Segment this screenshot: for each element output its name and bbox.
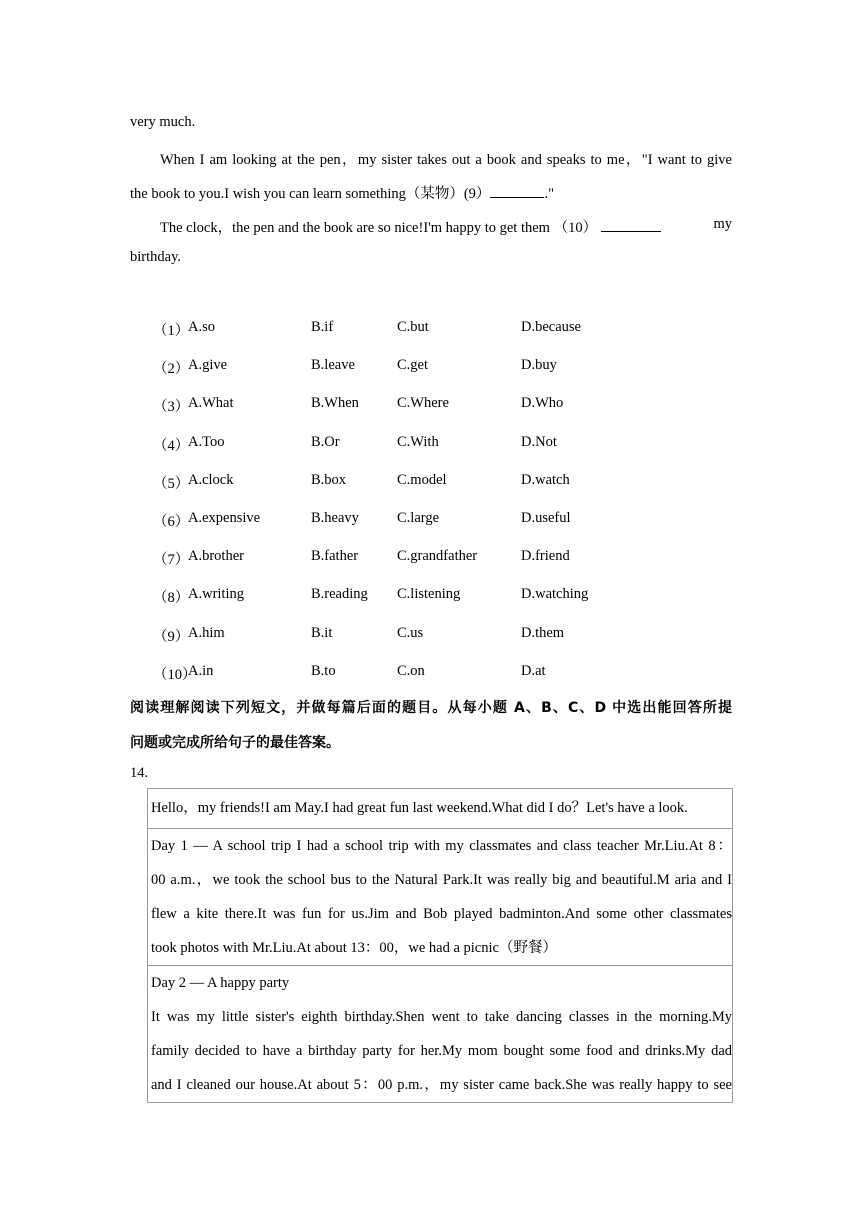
option-c: C.With <box>397 433 439 450</box>
option-d: D.buy <box>521 357 557 374</box>
answer-blank-9 <box>490 183 544 198</box>
passage-line-3-end: ." <box>544 186 554 202</box>
option-row <box>0 510 860 530</box>
option-b: B.leave <box>311 357 355 374</box>
option-d: D.at <box>521 662 546 679</box>
option-number: （1） <box>153 323 190 339</box>
option-row <box>0 434 860 454</box>
option-a: A.expensive <box>188 510 261 526</box>
option-number: （8） <box>153 590 190 607</box>
table-cell-day2 <box>148 966 733 1103</box>
option-c: C.Where <box>397 395 449 412</box>
option-d: D.them <box>521 624 565 641</box>
option-c: C.grandfather <box>397 548 478 565</box>
option-d: D.because <box>521 319 581 335</box>
answer-blank-10 <box>601 217 661 232</box>
passage-line-4-end: my <box>713 216 732 232</box>
option-a: A.give <box>188 357 228 374</box>
option-a: A.writing <box>188 586 244 603</box>
option-number: （10） <box>153 666 197 683</box>
option-a: A.so <box>188 319 215 335</box>
passage-line-3 <box>130 182 732 203</box>
day2-line-1: Day 2 — A happy party <box>151 975 290 991</box>
option-b: B.to <box>311 662 336 679</box>
section-instruction-line-2: 问题或完成所给句子的最佳答案。 <box>130 735 340 751</box>
passage-line-4-text: The clock，the pen and the book are so nice!I'm happy to get them （10） <box>160 220 598 236</box>
option-row <box>0 472 860 492</box>
table-cell-intro <box>148 789 733 829</box>
question-number: 14. <box>130 765 149 781</box>
option-c: C.us <box>397 624 424 641</box>
table-row-day1 <box>148 829 733 966</box>
option-row <box>0 548 860 568</box>
option-b: B.heavy <box>311 510 359 526</box>
option-c: C.on <box>397 662 425 679</box>
option-b: B.if <box>311 319 334 335</box>
option-row <box>0 625 860 645</box>
option-c: C.model <box>397 471 447 488</box>
option-a: A.him <box>188 624 225 641</box>
option-number: （3） <box>153 399 190 416</box>
reading-table <box>147 788 733 1103</box>
option-row <box>0 319 860 339</box>
intro-text: Hello，my friends!I am May.I had great fun last weekend.What did I do？Let's have a look. <box>151 800 688 816</box>
option-b: B.When <box>311 395 359 412</box>
option-a: A.clock <box>188 471 234 488</box>
day2-line-3: family decided to have a birthday party for her.My mom bought some food and drinks.My dad <box>151 1043 732 1059</box>
passage-line-3-text: the book to you.I wish you can learn something（某物）(9） <box>130 186 491 202</box>
option-row <box>0 357 860 377</box>
table-row-day2 <box>148 966 733 1103</box>
option-d: D.Not <box>521 433 557 450</box>
option-a: A.What <box>188 395 234 412</box>
option-b: B.box <box>311 471 347 488</box>
table-cell-day1 <box>148 829 733 966</box>
table-row-intro <box>148 789 733 829</box>
option-a: A.brother <box>188 548 244 565</box>
passage-line-4 <box>160 216 732 237</box>
option-row <box>0 395 860 415</box>
option-d: D.friend <box>521 548 570 565</box>
option-number: （5） <box>153 475 190 492</box>
option-b: B.reading <box>311 586 368 603</box>
option-b: B.Or <box>311 433 340 450</box>
option-c: C.large <box>397 510 440 526</box>
option-number: （4） <box>153 437 190 454</box>
passage-line-1: very much. <box>130 114 196 130</box>
day2-line-4: and I cleaned our house.At about 5：00 p.m.，my sister came back.She was really happy to see <box>151 1077 732 1093</box>
day2-line-2: It was my little sister's eighth birthday.Shen went to take dancing classes in the morning.My <box>151 1009 732 1025</box>
option-number: （6） <box>153 514 190 530</box>
option-row <box>0 663 860 683</box>
option-number: （9） <box>153 628 190 645</box>
option-b: B.father <box>311 548 359 565</box>
passage-line-5: birthday. <box>130 249 182 265</box>
option-d: D.Who <box>521 395 564 412</box>
option-b: B.it <box>311 624 333 641</box>
day1-line-2: 00 a.m.，we took the school bus to the Natural Park.It was really big and beautiful.M aria and I <box>151 872 732 888</box>
option-number: （7） <box>153 552 190 569</box>
option-d: D.useful <box>521 510 571 526</box>
passage-line-2: When I am looking at the pen，my sister takes out a book and speaks to me，"I want to give <box>160 152 732 168</box>
day1-line-1: Day 1 — A school trip I had a school trip with my classmates and class teacher Mr.Liu.At 8： <box>151 838 732 854</box>
option-c: C.listening <box>397 586 461 603</box>
option-a: A.in <box>188 662 214 679</box>
option-row <box>0 586 860 606</box>
option-d: D.watching <box>521 586 589 603</box>
option-d: D.watch <box>521 471 570 488</box>
section-instruction-line-1: 阅读理解阅读下列短文，并做每篇后面的题目。从每小题 A、B、C、D 中选出能回答所提 <box>130 700 732 716</box>
option-number: （2） <box>153 361 190 378</box>
option-a: A.Too <box>188 433 225 450</box>
day1-line-3: flew a kite there.It was fun for us.Jim and Bob played badminton.And some other classmates <box>151 906 732 922</box>
option-c: C.get <box>397 357 429 374</box>
option-c: C.but <box>397 319 429 335</box>
day1-line-4: took photos with Mr.Liu.At about 13：00，we had a picnic（野餐） <box>151 940 557 956</box>
